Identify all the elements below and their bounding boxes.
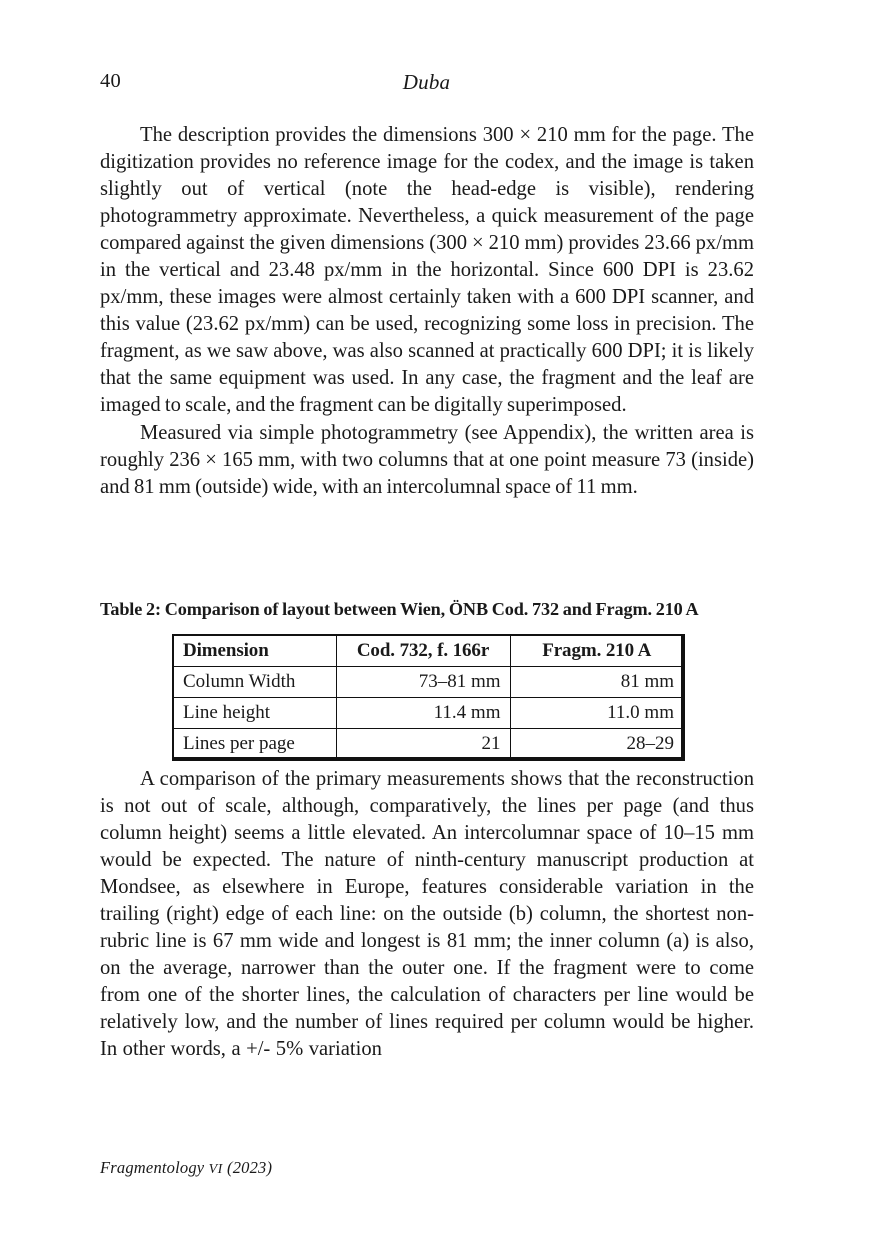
row-label-lines-per-page: Lines per page — [173, 729, 336, 761]
table-row — [173, 698, 684, 729]
cell-line-height-cod732: 11.4 mm — [336, 698, 510, 729]
page-footer — [100, 1158, 272, 1178]
cell-lines-per-page-fragm210a: 28–29 — [510, 729, 684, 761]
footer-journal-name: Fragmentology — [100, 1158, 205, 1177]
column-header-dimension: Dimension — [173, 635, 336, 667]
cell-column-width-fragm210a: 81 mm — [510, 667, 684, 698]
paragraph-1: The description provides the dimensions 300 × 210 mm for the page. The digitization provides no reference image for the codex, and the image is taken slightly out of vertical (note the head-edge is visible), rendering photogrammetry approximate. Nevertheless, a quick measurement of the page compared against the given dimensions (300 × 210 mm) provides 23.66 px/mm in the vertical and 23.48 px/mm in the horizontal. Since 600 DPI is 23.62 px/mm, these images were almost certainly taken with a 600 DPI scanner, and this value (23.62 px/mm) can be used, recognizing some loss in precision. The fragment, as we saw above, was also scanned at practically 600 DPI; it is likely that the same equipment was used. In any case, the fragment and the leaf are imaged to scale, and the fragment can be digitally superimposed. — [100, 124, 754, 417]
table-header-row — [173, 635, 684, 667]
column-header-cod732: Cod. 732, f. 166r — [336, 635, 510, 667]
row-label-line-height: Line height — [173, 698, 336, 729]
page-number: 40 — [100, 70, 122, 92]
running-head-author: Duba — [402, 70, 451, 94]
body-text-block — [100, 122, 754, 501]
column-header-fragm210a: Fragm. 210 A — [510, 635, 684, 667]
cell-line-height-fragm210a: 11.0 mm — [510, 698, 684, 729]
row-label-column-width: Column Width — [173, 667, 336, 698]
layout-comparison-table — [172, 634, 683, 761]
running-head — [100, 70, 753, 100]
table-row — [173, 667, 684, 698]
footer-year: (2023) — [227, 1158, 273, 1177]
table-row — [173, 729, 684, 761]
paragraph-2: Measured via simple photogrammetry (see Appendix), the written area is roughly 236 × 165 mm, with two columns that at one point measure 73 (inside) and 81 mm (outside) wide, with an intercolumnal space of 11 mm. — [100, 421, 754, 498]
cell-lines-per-page-cod732: 21 — [336, 729, 510, 761]
footer-volume: VI — [208, 1162, 223, 1177]
body-text-block-continued — [100, 766, 754, 1064]
paragraph-3: A comparison of the primary measurements shows that the reconstruction is not out of scale, although, comparatively, the lines per page (and thus column height) seems a little elevated. An intercolumnar space of 10–15 mm would be expected. The nature of ninth-century manuscript production at Mondsee, as elsewhere in Europe, features considerable variation in the trailing (right) edge of each line: on the outside (b) column, the shortest non-rubric line is 67 mm wide and longest is 81 mm; the inner column (a) is also, on the average, narrower than the outer one. If the fragment were to come from one of the shorter lines, the calculation of characters per line would be relatively low, and the number of lines required per column would be higher. In other words, a +/- 5% variation — [100, 768, 754, 1061]
table-caption: Table 2: Comparison of layout between Wien, ÖNB Cod. 732 and Fragm. 210 A — [100, 599, 699, 619]
cell-column-width-cod732: 73–81 mm — [336, 667, 510, 698]
